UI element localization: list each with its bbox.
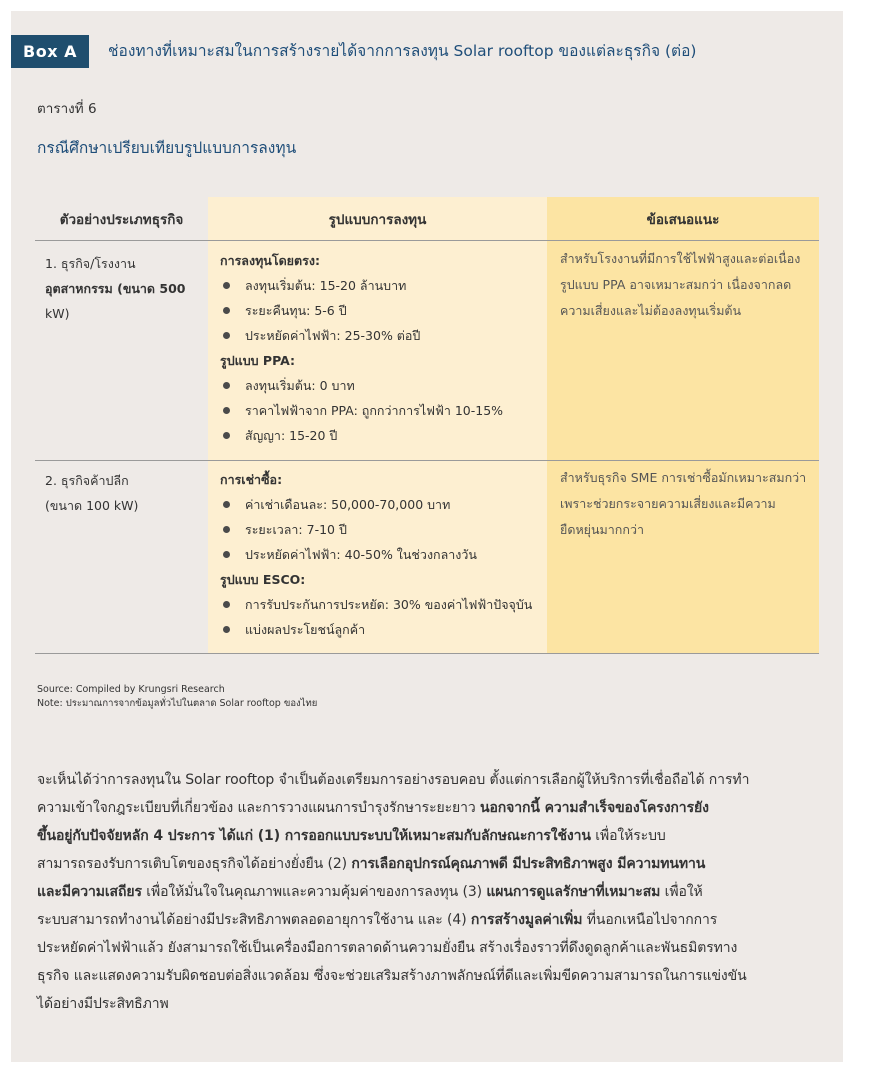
bold-text: แผนการดูแลรักษาที่เหมาะสม bbox=[486, 884, 661, 900]
box-tag: Box A bbox=[11, 35, 89, 68]
text-span: สามารถรองรับการเติบโตของธุรกิจได้อย่างยั่งยืน (2) bbox=[37, 856, 352, 872]
paragraph-line bbox=[37, 822, 817, 850]
bullet-item: ระยะคืนทุน: 5-6 ปี bbox=[220, 298, 545, 323]
text-span: เพื่อให้ bbox=[660, 884, 703, 900]
bold-text: ขึ้นอยู่กับปัจจัยหลัก 4 ประการ ได้แก่ (1) การออกแบบระบบให้เหมาะสมกับลักษณะการใช้งาน bbox=[37, 828, 591, 844]
table-divider bbox=[35, 240, 819, 241]
bold-text: นอกจากนี้ ความสำเร็จของโครงการยัง bbox=[480, 800, 709, 816]
recommendation-line: รูปแบบ PPA อาจเหมาะสมกว่า เนื่องจากลด bbox=[560, 277, 792, 292]
source-line: Source: Compiled by Krungsri Research bbox=[37, 684, 225, 695]
header-business-type: ตัวอย่างประเภทธุรกิจ bbox=[59, 212, 184, 228]
bullet-item: ระยะเวลา: 7-10 ปี bbox=[220, 517, 545, 542]
text-span: ธุรกิจ และแสดงความรับผิดชอบต่อสิ่งแวดล้อม ซึ่งจะช่วยเสริมสร้างภาพลักษณ์ที่ดีและเพิ่มขีดความสามารถในการแข่งขัน bbox=[37, 968, 747, 984]
paragraph-line bbox=[37, 794, 817, 822]
table-title: กรณีศึกษาเปรียบเทียบรูปแบบการลงทุน bbox=[37, 139, 297, 157]
text-span: ระบบสามารถทำงานได้อย่างมีประสิทธิภาพตลอดอายุการใช้งาน และ (4) bbox=[37, 912, 471, 928]
recommendation-line: ยืดหยุ่นมากกว่า bbox=[560, 522, 644, 537]
text-span: จะเห็นได้ว่าการลงทุนใน Solar rooftop จำเป็นต้องเตรียมการอย่างรอบคอบ ตั้งแต่การเลือกผู้ให้บริการที่เชื่อถือได้ การทำ bbox=[37, 772, 750, 788]
text-span: ความเข้าใจกฎระเบียบที่เกี่ยวข้อง และการวางแผนการบำรุงรักษาระยะยาว bbox=[37, 800, 480, 816]
business-line: (ขนาด 100 kW) bbox=[45, 498, 139, 513]
paragraph-line bbox=[37, 962, 817, 990]
business-line: 1. ธุรกิจ/โรงงาน bbox=[45, 256, 136, 271]
row2-business bbox=[45, 468, 205, 518]
bullet-item: สัญญา: 15-20 ปี bbox=[220, 423, 545, 448]
row2-investment bbox=[220, 467, 545, 642]
recommendation-line: เพราะช่วยกระจายความเสี่ยงและมีความ bbox=[560, 496, 776, 511]
paragraph-line bbox=[37, 878, 817, 906]
bold-text: การเลือกอุปกรณ์คุณภาพดี มีประสิทธิภาพสูง มีความทนทาน bbox=[351, 856, 706, 872]
recommendation-line: สำหรับธุรกิจ SME การเช่าซื้อมักเหมาะสมกว่า bbox=[560, 470, 807, 485]
paragraph-line bbox=[37, 850, 817, 878]
paragraph-line bbox=[37, 766, 817, 794]
header-recommendation: ข้อเสนอแนะ bbox=[646, 212, 720, 228]
bullet-item: ประหยัดค่าไฟฟ้า: 25-30% ต่อปี bbox=[220, 323, 545, 348]
business-line: อุตสาหกรรม (ขนาด 500 bbox=[45, 281, 186, 296]
row1-investment bbox=[220, 248, 545, 448]
table-divider bbox=[35, 460, 819, 461]
note-line: Note: ประมาณการจากข้อมูลทั่วไปในตลาด Solar rooftop ของไทย bbox=[37, 698, 318, 709]
bold-text: การสร้างมูลค่าเพิ่ม bbox=[470, 912, 583, 928]
text-span: ที่นอกเหนือไปจากการ bbox=[582, 912, 718, 928]
business-line: kW) bbox=[45, 306, 70, 321]
text-span: ประหยัดค่าไฟฟ้าแล้ว ยังสามารถใช้เป็นเครื่องมือการตลาดด้านความยั่งยืน สร้างเรื่องราวที่ดึงดูดลูกค้าและพันธมิตรทาง bbox=[37, 940, 738, 956]
group-heading: รูปแบบ ESCO: bbox=[220, 572, 306, 587]
text-span: เพื่อให้มั่นใจในคุณภาพและความคุ้มค่าของการลงทุน (3) bbox=[141, 884, 487, 900]
bullet-item: การรับประกันการประหยัด: 30% ของค่าไฟฟ้าปัจจุบัน bbox=[220, 592, 545, 617]
group-heading: รูปแบบ PPA: bbox=[220, 353, 296, 368]
row1-business bbox=[45, 251, 205, 326]
table-number: ตารางที่ 6 bbox=[37, 101, 97, 117]
bullet-item: ลงทุนเริ่มต้น: 15-20 ล้านบาท bbox=[220, 273, 545, 298]
source-note bbox=[37, 683, 317, 711]
row1-recommendation bbox=[560, 246, 815, 324]
bullet-item: แบ่งผลประโยชน์ลูกค้า bbox=[220, 617, 545, 642]
row2-recommendation bbox=[560, 465, 815, 543]
paragraph-line bbox=[37, 990, 817, 1018]
recommendation-line: สำหรับโรงงานที่มีการใช้ไฟฟ้าสูงและต่อเนื่อง bbox=[560, 251, 801, 266]
bullet-item: ราคาไฟฟ้าจาก PPA: ถูกกว่าการไฟฟ้า 10-15% bbox=[220, 398, 545, 423]
header-investment-model: รูปแบบการลงทุน bbox=[328, 212, 427, 228]
bold-text: และมีความเสถียร bbox=[37, 884, 142, 900]
business-line: 2. ธุรกิจค้าปลีก bbox=[45, 473, 129, 488]
bullet-item: ลงทุนเริ่มต้น: 0 บาท bbox=[220, 373, 545, 398]
paragraph-line bbox=[37, 906, 817, 934]
text-span: ได้อย่างมีประสิทธิภาพ bbox=[37, 996, 169, 1012]
text-span: เพื่อให้ระบบ bbox=[590, 828, 666, 844]
box-title: ช่องทางที่เหมาะสมในการสร้างรายได้จากการลงทุน Solar rooftop ของแต่ละธุรกิจ (ต่อ) bbox=[108, 42, 697, 60]
bullet-item: ประหยัดค่าไฟฟ้า: 40-50% ในช่วงกลางวัน bbox=[220, 542, 545, 567]
table-divider bbox=[35, 653, 819, 654]
body-paragraph bbox=[37, 766, 817, 1018]
group-heading: การเช่าซื้อ: bbox=[220, 472, 283, 487]
group-heading: การลงทุนโดยตรง: bbox=[220, 253, 320, 268]
recommendation-line: ความเสี่ยงและไม่ต้องลงทุนเริ่มต้น bbox=[560, 303, 742, 318]
bullet-item: ค่าเช่าเดือนละ: 50,000-70,000 บาท bbox=[220, 492, 545, 517]
paragraph-line bbox=[37, 934, 817, 962]
